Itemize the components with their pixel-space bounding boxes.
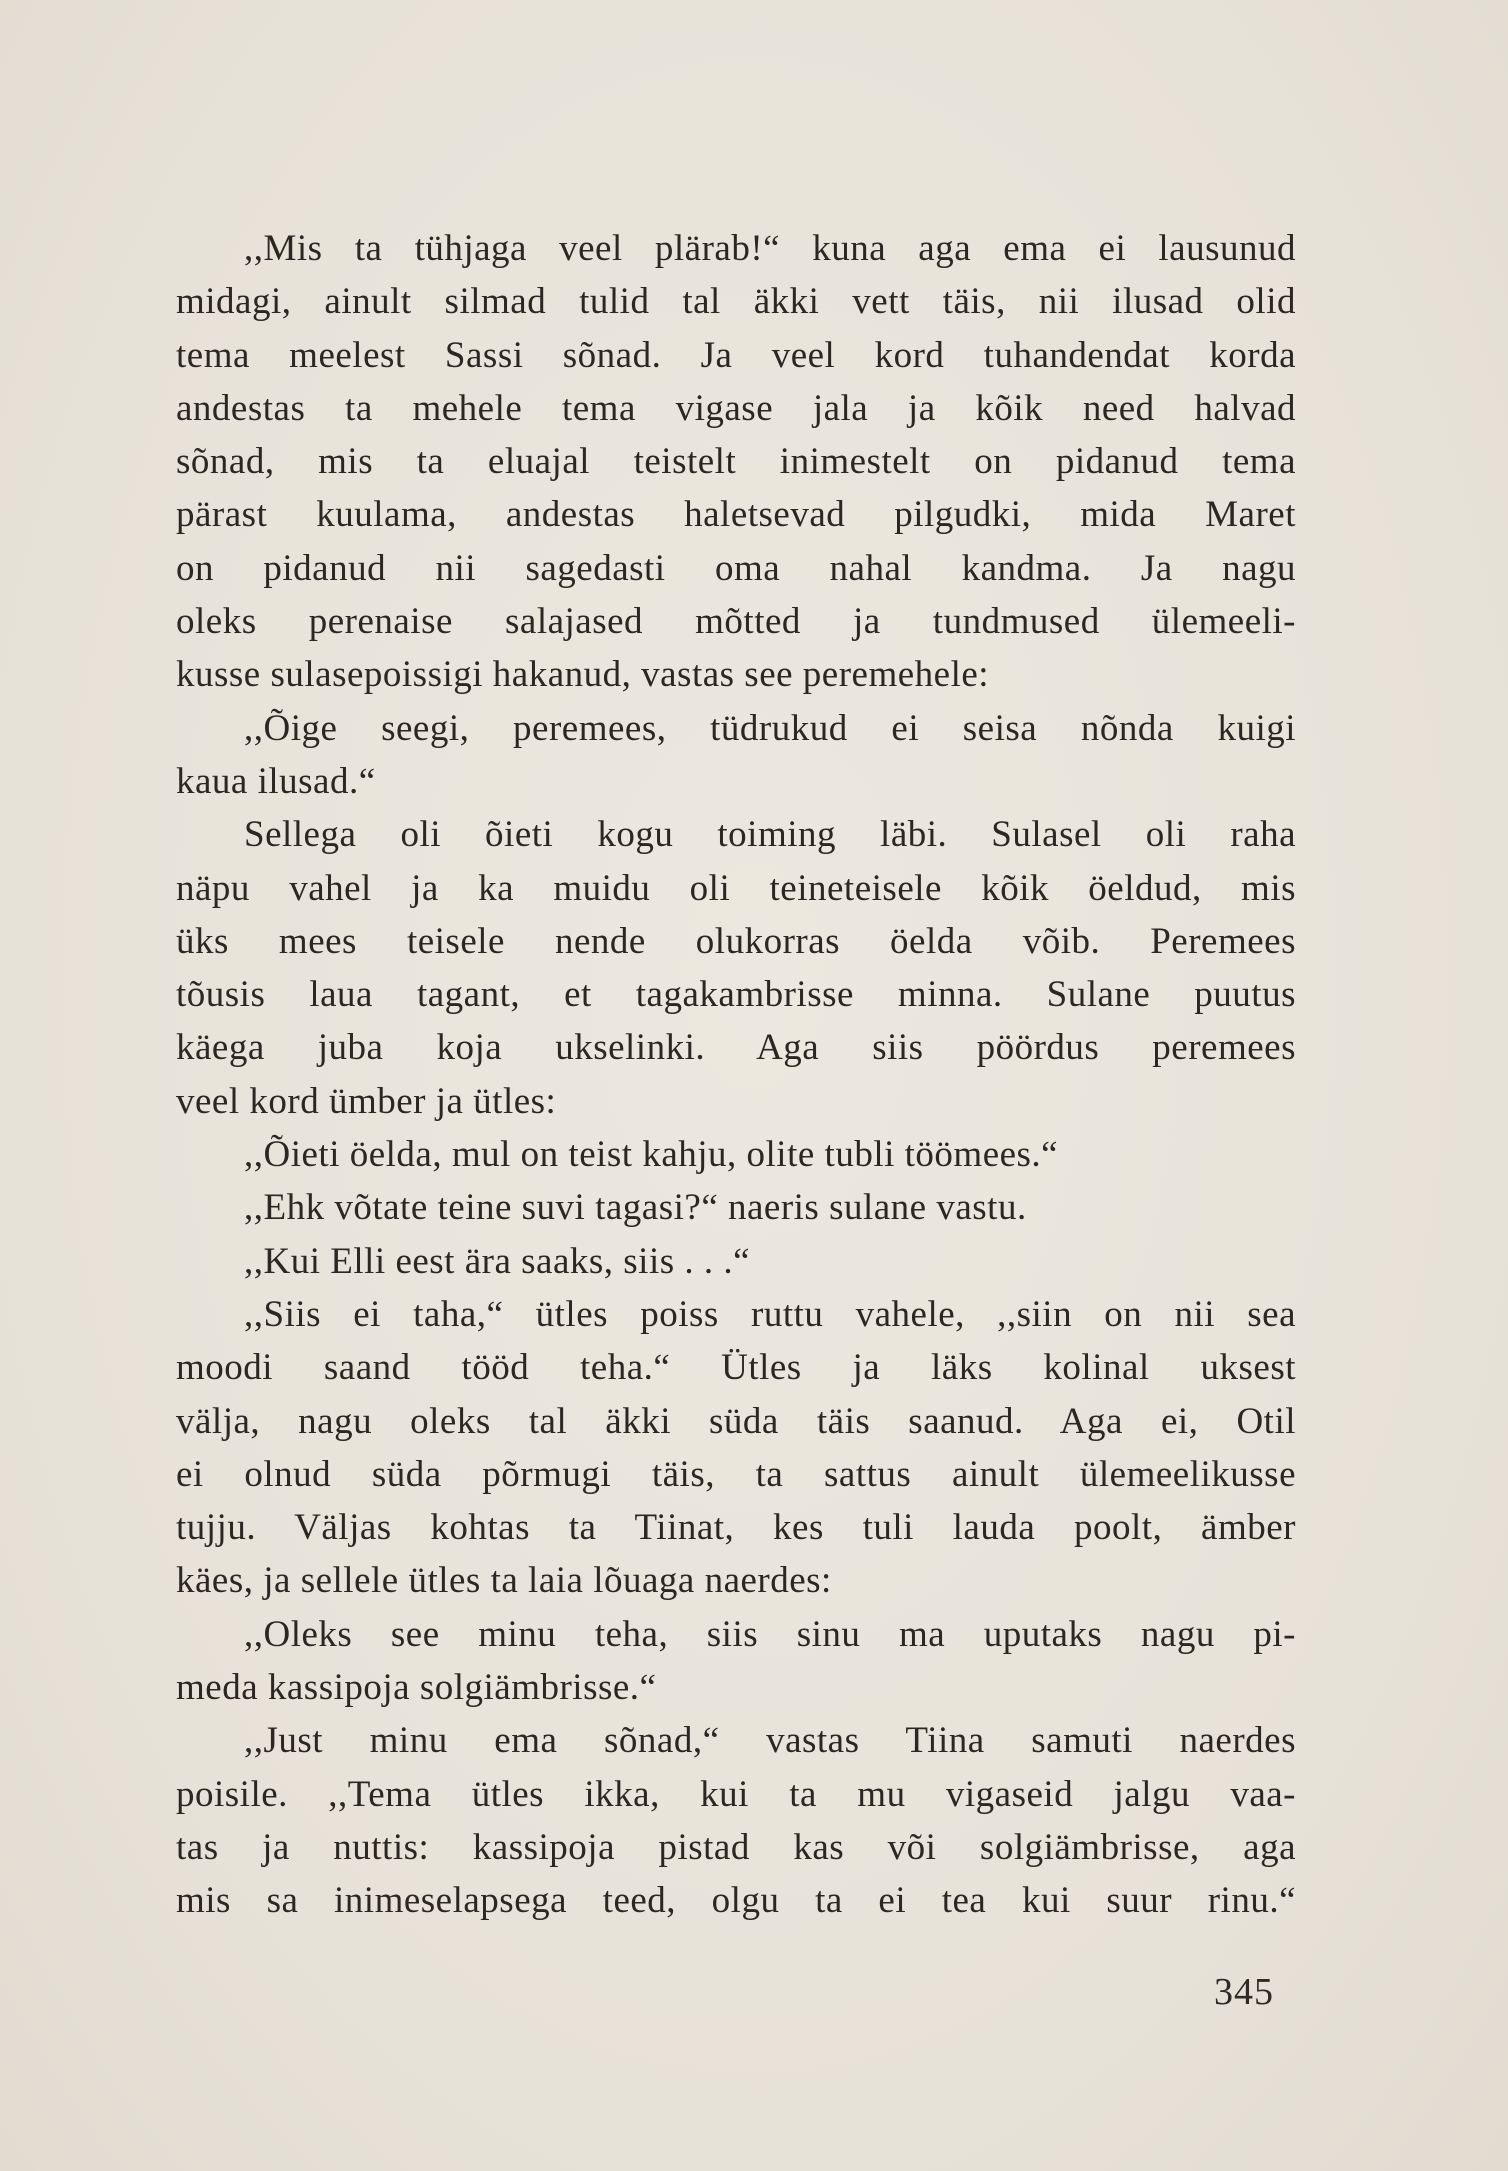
text-line: ,,Kui Elli eest ära saaks, siis . . .“ xyxy=(244,1240,751,1282)
text-line: andestas ta mehele tema vigase jala ja kõik need halvad xyxy=(176,387,1296,429)
body-text xyxy=(176,222,1296,1928)
text-line: oleks perenaise salajased mõtted ja tundmused ülemeeli- xyxy=(176,601,1296,643)
text-line: ,,Õieti öelda, mul on teist kahju, olite tubli töömees.“ xyxy=(244,1134,1059,1176)
text-line: Sellega oli õieti kogu toiming läbi. Sulasel oli raha xyxy=(244,814,1296,856)
page-number: 345 xyxy=(1214,1971,1274,2013)
text-line: ,,Siis ei taha,“ ütles poiss ruttu vahele, ,,siin on nii sea xyxy=(244,1293,1296,1335)
text-line: tema meelest Sassi sõnad. Ja veel kord tuhandendat korda xyxy=(176,334,1296,376)
text-line: pärast kuulama, andestas haletsevad pilgudki, mida Maret xyxy=(176,494,1296,536)
text-line: sõnad, mis ta eluajal teistelt inimestelt on pidanud tema xyxy=(176,441,1296,483)
text-line: veel kord ümber ja ütles: xyxy=(176,1080,557,1122)
text-line: moodi saand tööd teha.“ Ütles ja läks kolinal uksest xyxy=(176,1347,1296,1389)
text-line: poisile. ,,Tema ütles ikka, kui ta mu vigaseid jalgu vaa- xyxy=(176,1773,1296,1815)
text-line: ,,Mis ta tühjaga veel plärab!“ kuna aga ema ei lausunud xyxy=(244,228,1296,269)
text-line: käega juba koja ukselinki. Aga siis pöördus peremees xyxy=(176,1027,1296,1069)
text-line: tas ja nuttis: kassipoja pistad kas või solgiämbrisse, aga xyxy=(176,1826,1296,1868)
text-line: ,,Just minu ema sõnad,“ vastas Tiina samuti naerdes xyxy=(244,1720,1296,1762)
text-line: tujju. Väljas kohtas ta Tiinat, kes tuli lauda poolt, ämber xyxy=(176,1507,1296,1549)
text-line: ,,Õige seegi, peremees, tüdrukud ei seisa nõnda kuigi xyxy=(244,707,1296,749)
text-line: tõusis laua tagant, et tagakambrisse minna. Sulane puutus xyxy=(176,974,1296,1016)
text-line: kaua ilusad.“ xyxy=(176,760,376,802)
text-line: välja, nagu oleks tal äkki süda täis saanud. Aga ei, Otil xyxy=(176,1400,1296,1442)
text-line: kusse sulasepoissigi hakanud, vastas see peremehele: xyxy=(176,654,990,696)
text-line: näpu vahel ja ka muidu oli teineteisele kõik öeldud, mis xyxy=(176,867,1296,909)
text-line: mis sa inimeselapsega teed, olgu ta ei tea kui suur rinu.“ xyxy=(176,1880,1296,1922)
text-line: midagi, ainult silmad tulid tal äkki vett täis, nii ilusad olid xyxy=(176,281,1296,323)
text-line: ,,Ehk võtate teine suvi tagasi?“ naeris sulane vastu. xyxy=(244,1187,1027,1229)
text-line: meda kassipoja solgiämbrisse.“ xyxy=(176,1667,657,1709)
text-line: käes, ja sellele ütles ta laia lõuaga naerdes: xyxy=(176,1560,832,1602)
text-line: ,,Oleks see minu teha, siis sinu ma uputaks nagu pi- xyxy=(244,1613,1296,1655)
text-line: on pidanud nii sagedasti oma nahal kandma. Ja nagu xyxy=(176,547,1296,589)
text-line: ei olnud süda põrmugi täis, ta sattus ainult ülemeelikusse xyxy=(176,1453,1296,1495)
text-line: üks mees teisele nende olukorras öelda võib. Peremees xyxy=(176,920,1296,962)
